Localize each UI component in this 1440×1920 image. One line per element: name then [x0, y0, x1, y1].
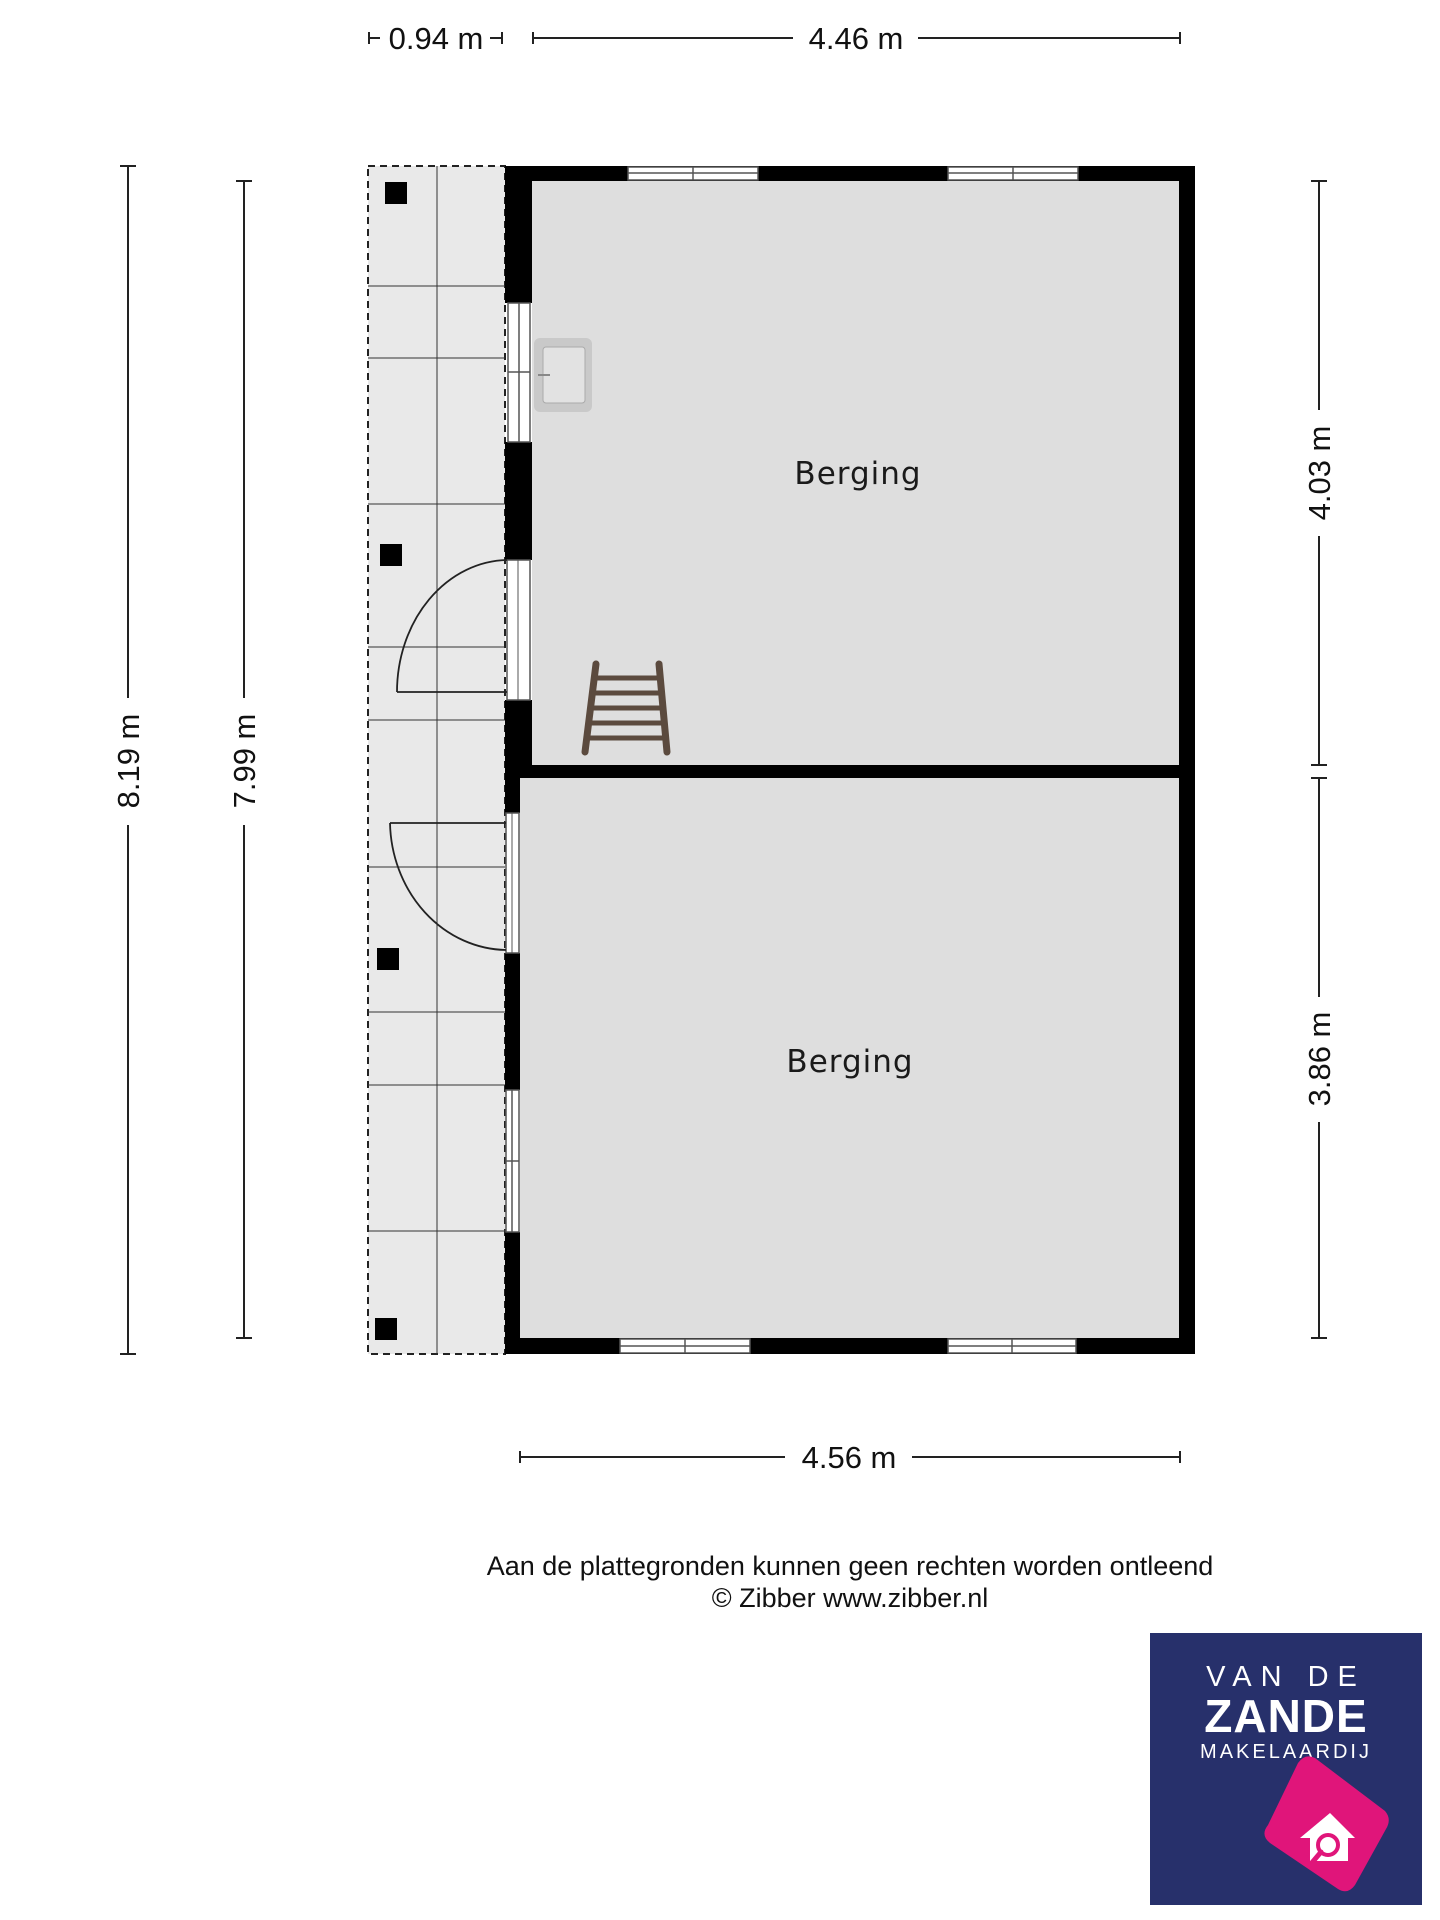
dimension-top-right: 4.46 m — [808, 21, 904, 56]
logo-line-1: VAN DE — [1206, 1661, 1366, 1693]
dimension-right-lower: 3.86 m — [1302, 1011, 1337, 1107]
dimension-top-left: 0.94 m — [388, 21, 484, 56]
post — [385, 182, 407, 204]
ladder-icon — [585, 664, 667, 752]
sink-icon — [534, 338, 592, 412]
post — [375, 1318, 397, 1340]
house-search-icon — [1150, 1633, 1422, 1905]
room-label-upper: Berging — [794, 456, 922, 492]
brand-logo — [1150, 1633, 1422, 1905]
post — [377, 948, 399, 970]
disclaimer-text: Aan de plattegronden kunnen geen rechten worden ontleend — [486, 1551, 1214, 1581]
porch-area — [368, 166, 505, 1354]
copyright-text: © Zibber www.zibber.nl — [711, 1583, 989, 1613]
post — [380, 544, 402, 566]
dimension-left-outer: 8.19 m — [111, 713, 146, 809]
dimension-bottom: 4.56 m — [801, 1440, 897, 1475]
room-label-lower: Berging — [786, 1044, 914, 1080]
dimension-right-upper: 4.03 m — [1302, 425, 1337, 521]
dimension-left-inner: 7.99 m — [227, 713, 262, 809]
logo-line-2: ZANDE — [1204, 1690, 1368, 1742]
logo-line-3: MAKELAARDIJ — [1200, 1741, 1372, 1763]
